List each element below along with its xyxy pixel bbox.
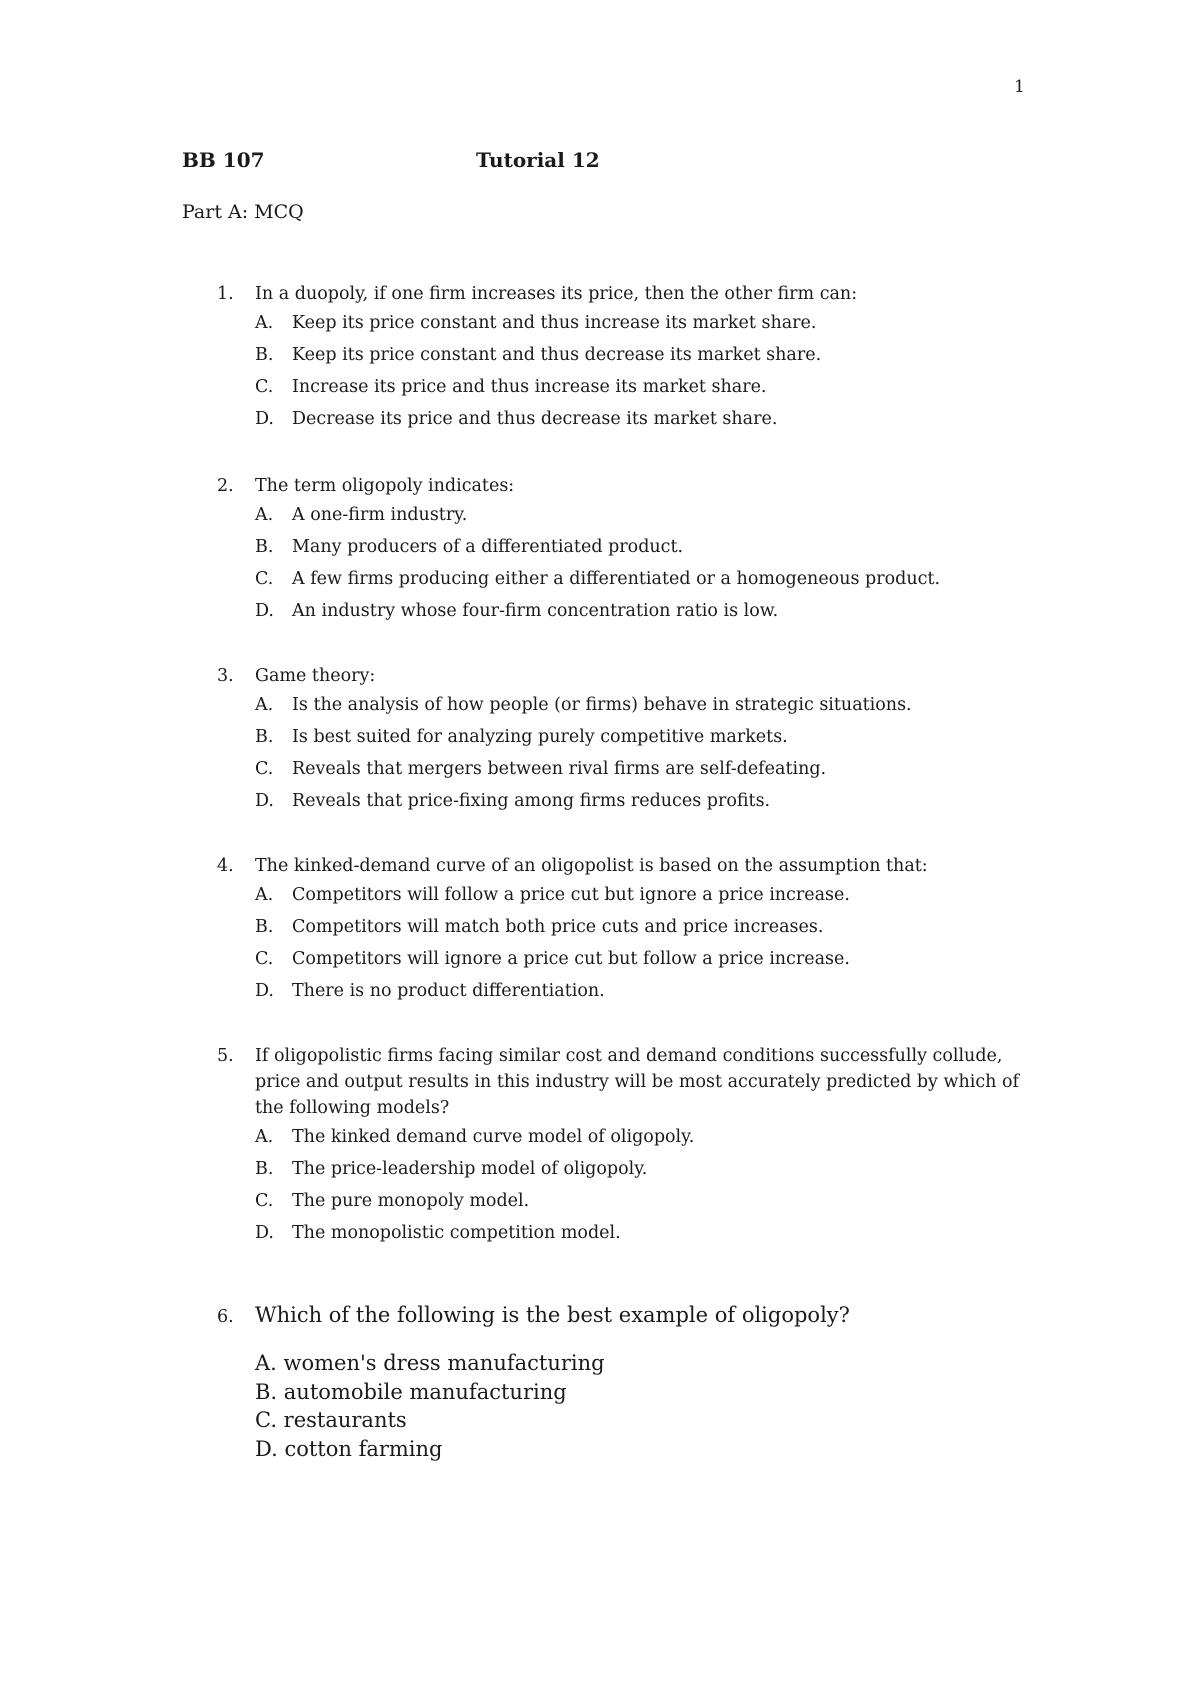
tutorial-title: Tutorial 12 [476, 148, 600, 172]
answer-option: B. Keep its price constant and thus decrease its market share. [255, 345, 822, 365]
answer-option: B. The price-leadership model of oligopoly. [255, 1159, 648, 1179]
answer-option: A. Is the analysis of how people (or firms) behave in strategic situations. [255, 695, 912, 715]
question-stem: In a duopoly, if one firm increases its price, then the other firm can: [255, 284, 858, 304]
answer-option: C. Increase its price and thus increase its market share. [255, 377, 767, 397]
answer-option: D. There is no product differentiation. [255, 981, 605, 1001]
answer-option: A. A one-firm industry. [255, 505, 468, 525]
answer-option: D. An industry whose four-firm concentration ratio is low. [255, 601, 779, 621]
question-number: 5. [217, 1046, 234, 1066]
answer-option: B. Many producers of a differentiated product. [255, 537, 684, 557]
answer-option: C. A few firms producing either a differentiated or a homogeneous product. [255, 569, 941, 589]
answer-option: B. automobile manufacturing [255, 1379, 567, 1404]
answer-option: B. Competitors will match both price cuts and price increases. [255, 917, 824, 937]
answer-option: D. Reveals that price-fixing among firms reduces profits. [255, 791, 771, 811]
question-stem: If oligopolistic firms facing similar cost and demand conditions successfully collude, price and output results in this industry will be most accurately predicted by which of the following models? [255, 1046, 1019, 1118]
answer-option: C. Competitors will ignore a price cut but follow a price increase. [255, 949, 850, 969]
question-stem: Game theory: [255, 666, 376, 686]
answer-option: A. Competitors will follow a price cut but ignore a price increase. [255, 885, 850, 905]
question-3 [217, 663, 1047, 817]
answer-option: A. women's dress manufacturing [255, 1351, 605, 1375]
answer-option: C. restaurants [255, 1408, 407, 1432]
answer-option: B. Is best suited for analyzing purely competitive markets. [255, 727, 788, 747]
answer-option: D. cotton farming [255, 1436, 443, 1461]
question-5 [217, 1043, 1047, 1249]
question-2 [217, 473, 1047, 627]
question-number: 3. [217, 666, 234, 686]
answer-option: D. Decrease its price and thus decrease its market share. [255, 409, 778, 429]
question-stem: Which of the following is the best example of oligopoly? [255, 1303, 850, 1327]
question-4 [217, 853, 1047, 1007]
answer-option: C. The pure monopoly model. [255, 1191, 530, 1211]
answer-option: A. The kinked demand curve model of oligopoly. [255, 1127, 695, 1147]
answer-option: A. Keep its price constant and thus increase its market share. [255, 313, 817, 333]
question-stem: The kinked-demand curve of an oligopolist is based on the assumption that: [255, 856, 928, 876]
answer-option: D. The monopolistic competition model. [255, 1223, 621, 1243]
question-stem: The term oligopoly indicates: [255, 476, 515, 496]
question-number: 6. [217, 1307, 234, 1327]
question-number: 4. [217, 856, 234, 876]
course-code: BB 107 [182, 148, 265, 172]
section-title: Part A: MCQ [182, 201, 304, 223]
question-number: 1. [217, 284, 234, 304]
question-number: 2. [217, 476, 234, 496]
question-1 [217, 281, 1047, 435]
question-6 [217, 1301, 1047, 1463]
answer-option: C. Reveals that mergers between rival firms are self-defeating. [255, 759, 827, 779]
page-number: 1 [1014, 77, 1025, 97]
